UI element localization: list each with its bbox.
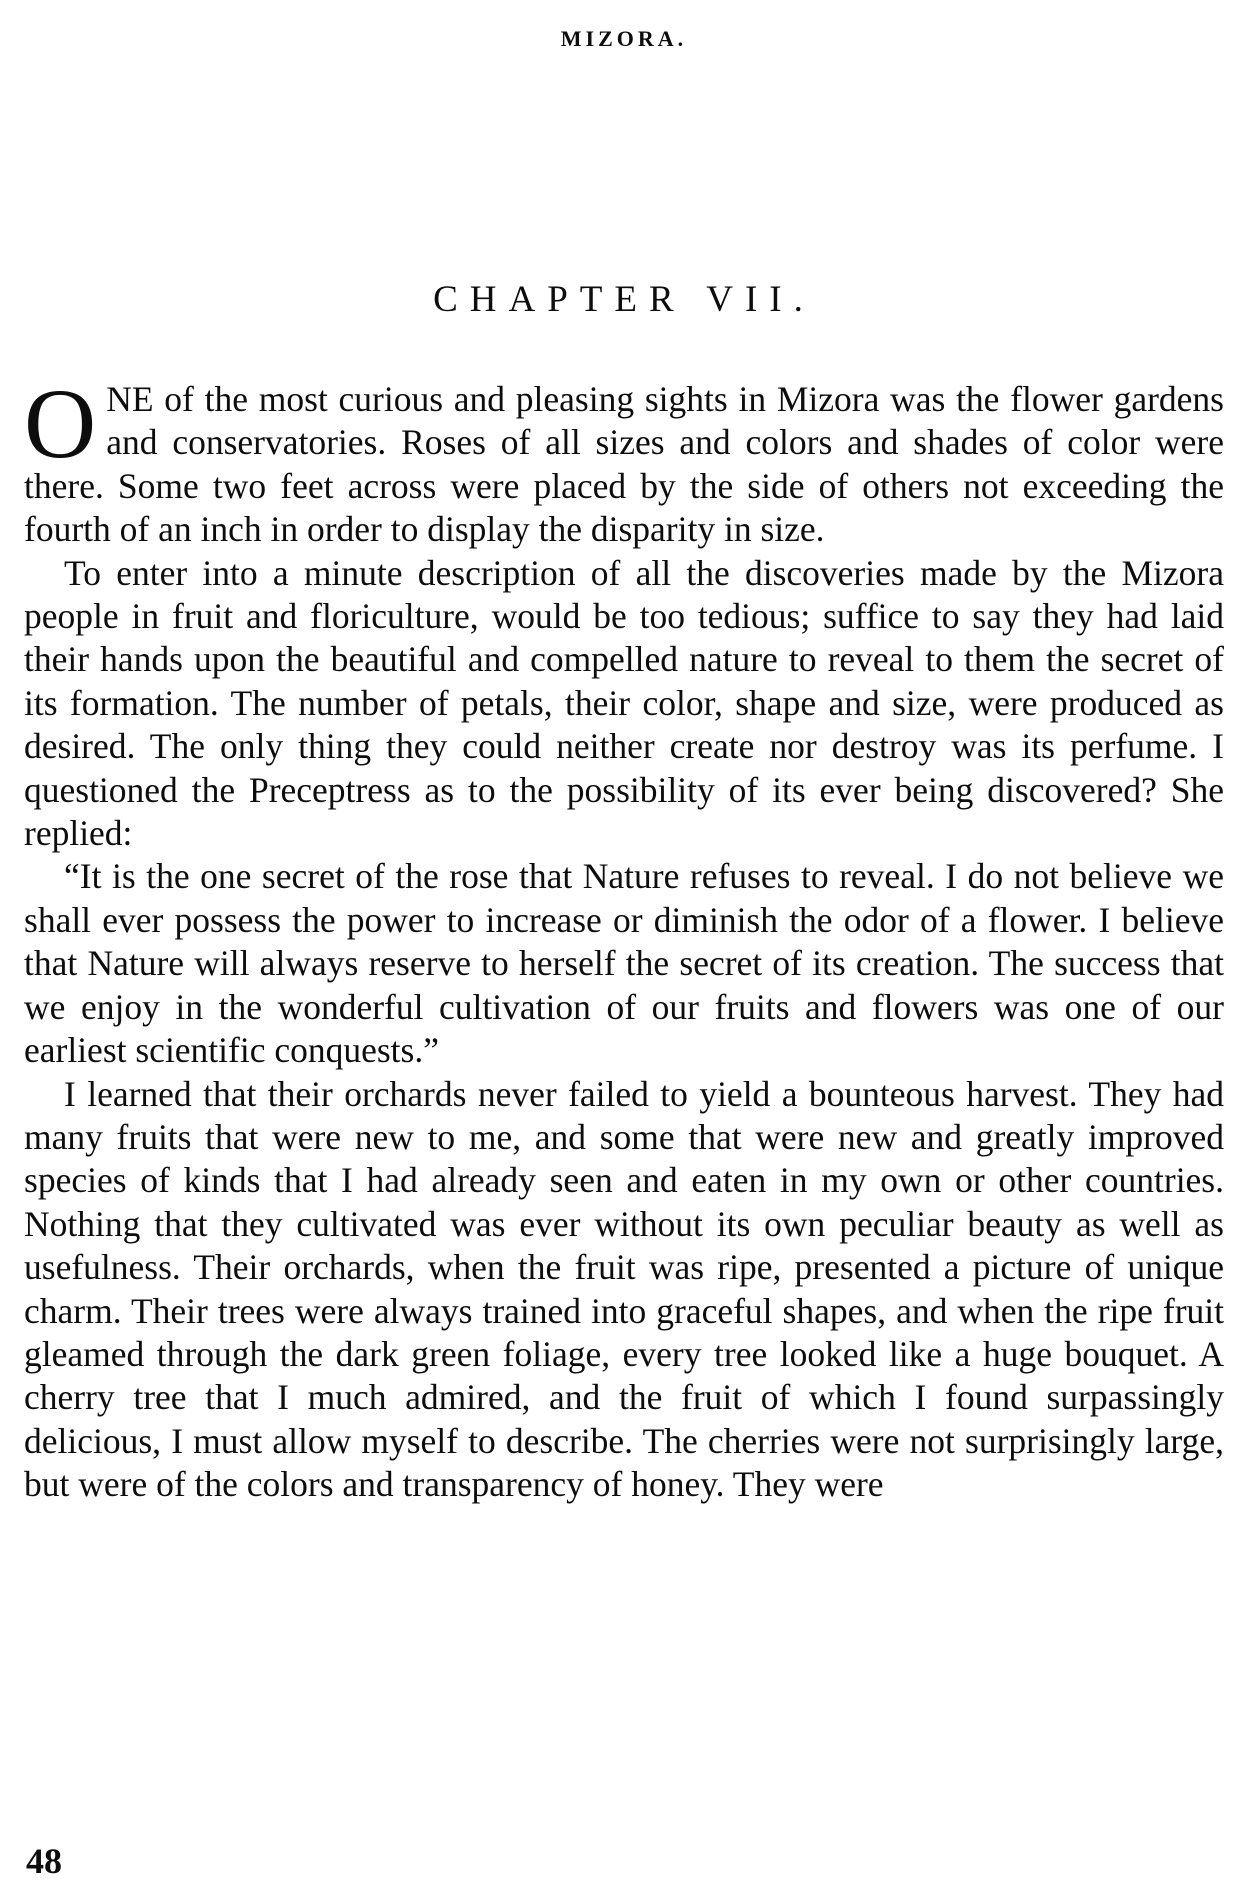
chapter-title: CHAPTER VII. — [433, 279, 815, 320]
running-head: MIZORA. — [560, 26, 688, 51]
paragraph-2: To enter into a minute description of all the discoveries made by the Mizora people in fruit and floriculture, would be too tedious; suffice to say they had laid their hands upon the beautiful and compelled nature to reveal to them the secret of its formation. The number of petals, their color, shape and size, were produced as desired. The only thing they could neither create nor destroy was its perfume. I questioned the Preceptress as to the possibility of its ever being discovered? She replied: — [24, 552, 1224, 854]
paragraph-4: I learned that their orchards never failed to yield a bounteous harvest. They had many fruits that were new to me, and some that were new and greatly improved species of kinds that I had already seen and eaten in my own or other countries. Nothing that they cultivated was ever without its own peculiar beauty as well as usefulness. Their orchards, when the fruit was ripe, presented a picture of unique charm. Their trees were always trained into graceful shapes, and when the ripe fruit gleamed through the dark green foliage, every tree looked like a huge bouquet. A cherry tree that I much admired, and the fruit of which I found surpassingly delicious, I must allow myself to describe. The cherries were not surprisingly large, but were of the colors and transparency of honey. They were — [24, 1073, 1224, 1505]
page-number: 48 — [26, 1841, 62, 1881]
paragraph-3: “It is the one secret of the rose that Nature refuses to reveal. I do not believe we shall ever possess the power to increase or diminish the odor of a flower. I believe that Nature will always reserve to herself the secret of its creation. The success that we enjoy in the wonderful cultivation of our fruits and flowers was one of our earliest scientific conquests.” — [24, 856, 1224, 1071]
paragraph-1 — [24, 368, 1224, 552]
body-text — [24, 368, 1224, 1507]
drop-cap: O — [24, 368, 97, 479]
paragraph-1-text: NE of the most curious and pleasing sights in Mizora was the flower gardens and conservatories. Roses of all sizes and colors and shades of color were there. Some two feet across were placed by the side of others not exceeding the fourth of an inch in order to display the disparity in size. — [24, 379, 1224, 550]
